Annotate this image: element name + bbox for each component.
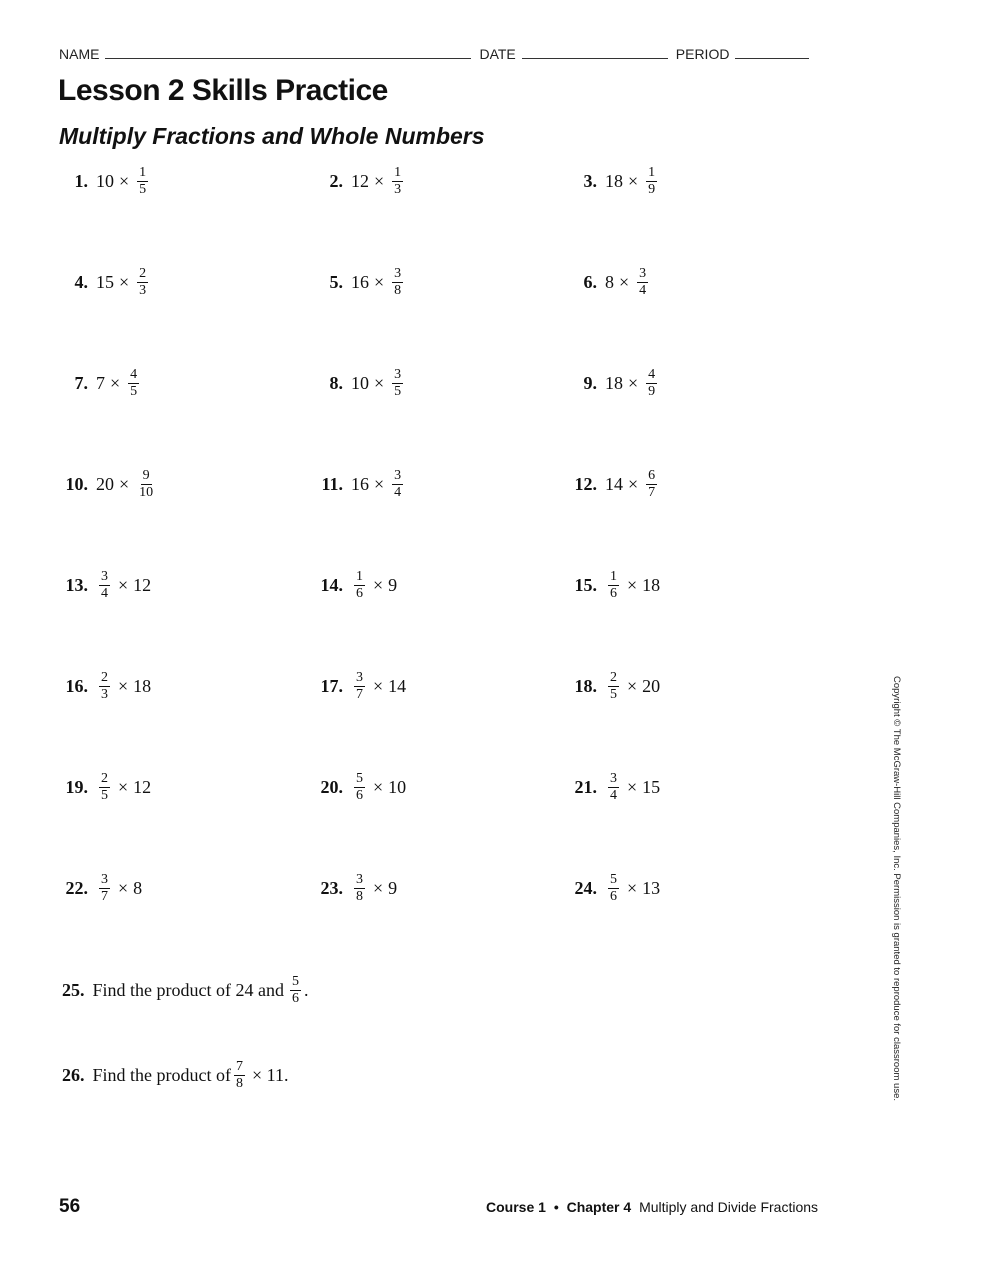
whole-number: 8	[605, 272, 614, 292]
times-symbol: ×	[627, 676, 638, 696]
page-number: 56	[59, 1196, 81, 1217]
denominator: 5	[394, 384, 402, 399]
problem-number: 17.	[320, 676, 343, 696]
fraction	[392, 469, 403, 500]
times-symbol: ×	[628, 373, 639, 393]
whole-number: 9	[388, 575, 398, 595]
denominator: 6	[356, 586, 363, 601]
denominator: 9	[648, 182, 656, 197]
footer-course-info	[486, 1199, 818, 1215]
denominator: 3	[394, 182, 402, 197]
problem-number: 16.	[65, 676, 88, 696]
numerator: 2	[101, 670, 108, 685]
name-field[interactable]	[105, 46, 471, 59]
footer-bullet: •	[553, 1199, 559, 1215]
numerator: 9	[142, 468, 150, 483]
problem-24	[571, 873, 660, 904]
date-label: DATE	[479, 46, 516, 62]
problem-number: 20.	[320, 777, 343, 797]
problem-number: 9.	[583, 373, 597, 393]
fraction	[392, 368, 403, 399]
numerator: 5	[291, 974, 299, 989]
fraction	[290, 975, 301, 1006]
denominator: 6	[610, 889, 617, 904]
times-symbol: ×	[119, 474, 130, 494]
times-symbol: ×	[374, 373, 385, 393]
numerator: 1	[356, 569, 363, 584]
problem-number: 4.	[74, 272, 88, 292]
problem-number: 5.	[329, 272, 343, 292]
numerator: 3	[610, 771, 617, 786]
numerator: 2	[101, 771, 108, 786]
problem-15	[571, 570, 660, 601]
fraction	[646, 166, 657, 197]
fraction	[99, 671, 110, 702]
problem-number: 2.	[329, 171, 343, 191]
problem-6	[571, 267, 651, 298]
whole-number: 18	[605, 373, 623, 393]
times-symbol: ×	[118, 676, 129, 696]
times-symbol: ×	[627, 878, 638, 898]
fraction	[137, 166, 148, 197]
problem-11	[317, 469, 406, 500]
times-symbol: ×	[118, 575, 129, 595]
period-label: PERIOD	[675, 46, 730, 62]
problem-2	[317, 166, 406, 197]
problem-number: 12.	[574, 474, 597, 494]
denominator: 4	[610, 788, 617, 803]
problem-number: 24.	[574, 878, 597, 898]
problem-20	[317, 772, 406, 803]
whole-number: 14	[605, 474, 623, 494]
fraction	[354, 570, 365, 601]
problem-number: 18.	[574, 676, 597, 696]
problem-number: 21.	[574, 777, 597, 797]
numerator: 3	[394, 367, 402, 382]
denominator: 5	[130, 384, 138, 399]
numerator: 3	[356, 872, 363, 887]
times-symbol: ×	[374, 171, 385, 191]
numerator: 2	[610, 670, 617, 685]
denominator: 6	[356, 788, 363, 803]
numerator: 1	[610, 569, 617, 584]
problem-number: 11.	[321, 474, 343, 494]
lesson-subtitle: Multiply Fractions and Whole Numbers	[59, 123, 485, 149]
denominator: 6	[291, 991, 299, 1006]
whole-number: 20	[642, 676, 661, 696]
denominator: 5	[610, 687, 617, 702]
times-symbol: ×	[374, 474, 385, 494]
problem-number: 6.	[583, 272, 597, 292]
problem-number: 13.	[65, 575, 88, 595]
whole-number: 18	[605, 171, 623, 191]
denominator: 4	[101, 586, 108, 601]
whole-number: 12	[133, 777, 152, 797]
problem-23	[317, 873, 397, 904]
problem-number: 26.	[62, 1065, 85, 1085]
denominator: 4	[394, 485, 402, 500]
whole-number: 8	[133, 878, 143, 898]
fraction	[234, 1060, 245, 1091]
whole-number: 10	[388, 777, 407, 797]
whole-number: 14	[388, 676, 407, 696]
problem-9	[571, 368, 660, 399]
whole-number: 12	[133, 575, 152, 595]
times-symbol: ×	[118, 878, 129, 898]
problem-end: .	[303, 980, 309, 1000]
denominator: 7	[356, 687, 363, 702]
numerator: 5	[356, 771, 363, 786]
problem-number: 8.	[329, 373, 343, 393]
denominator: 8	[356, 889, 363, 904]
whole-number: 15	[642, 777, 661, 797]
times-symbol: ×	[627, 575, 638, 595]
footer-course: Course 1	[486, 1199, 546, 1215]
numerator: 2	[139, 266, 147, 281]
times-symbol: ×	[119, 171, 130, 191]
denominator: 3	[101, 687, 108, 702]
problem-4	[62, 267, 151, 298]
lesson-title: Lesson 2 Skills Practice	[58, 74, 388, 107]
denominator: 4	[639, 283, 647, 298]
problem-number: 15.	[574, 575, 597, 595]
numerator: 7	[235, 1059, 243, 1074]
copyright-notice: Copyright © The McGraw-Hill Companies, Inc. Permission is granted to reproduce for classroom use.	[891, 676, 902, 1101]
times-symbol: ×	[628, 171, 639, 191]
denominator: 6	[610, 586, 617, 601]
denominator: 5	[101, 788, 108, 803]
fraction	[354, 772, 365, 803]
whole-number: 18	[133, 676, 152, 696]
name-label: NAME	[59, 46, 100, 62]
whole-number: 18	[642, 575, 661, 595]
whole-number: 20	[96, 474, 114, 494]
problem-number: 25.	[62, 980, 85, 1000]
fraction	[646, 469, 657, 500]
problem-10	[62, 469, 158, 500]
fraction	[354, 671, 365, 702]
problem-18	[571, 671, 660, 702]
problem-12	[571, 469, 660, 500]
fraction	[392, 166, 403, 197]
denominator: 9	[648, 384, 656, 399]
denominator: 7	[648, 485, 656, 500]
problem-8	[317, 368, 406, 399]
fraction	[646, 368, 657, 399]
times-symbol: ×	[373, 878, 384, 898]
times-symbol: ×	[627, 777, 638, 797]
footer-chapter: Chapter 4	[566, 1199, 632, 1215]
problem-text: Find the product of	[92, 1065, 231, 1085]
problem-25	[62, 975, 308, 1006]
problem-21	[571, 772, 660, 803]
numerator: 3	[356, 670, 363, 685]
footer-chapter-title: Multiply and Divide Fractions	[639, 1199, 819, 1215]
numerator: 4	[648, 367, 656, 382]
problem-end: × 11.	[251, 1065, 289, 1085]
whole-number: 7	[96, 373, 105, 393]
whole-number: 10	[96, 171, 114, 191]
times-symbol: ×	[373, 777, 384, 797]
times-symbol: ×	[628, 474, 639, 494]
problem-number: 10.	[65, 474, 88, 494]
problem-5	[317, 267, 406, 298]
numerator: 4	[130, 367, 138, 382]
numerator: 3	[639, 266, 647, 281]
problem-number: 23.	[320, 878, 343, 898]
fraction	[354, 873, 365, 904]
problem-text: Find the product of 24 and	[92, 980, 284, 1000]
problem-19	[62, 772, 151, 803]
fraction	[608, 671, 619, 702]
denominator: 8	[394, 283, 402, 298]
denominator: 8	[235, 1076, 243, 1091]
whole-number: 9	[388, 878, 398, 898]
denominator: 7	[101, 889, 108, 904]
problem-22	[62, 873, 142, 904]
numerator: 5	[610, 872, 617, 887]
times-symbol: ×	[118, 777, 129, 797]
whole-number: 16	[351, 474, 369, 494]
whole-number: 10	[351, 373, 369, 393]
fraction	[637, 267, 648, 298]
times-symbol: ×	[373, 676, 384, 696]
fraction	[608, 570, 619, 601]
whole-number: 13	[642, 878, 661, 898]
problem-number: 19.	[65, 777, 88, 797]
problem-7	[62, 368, 142, 399]
fraction	[99, 570, 110, 601]
fraction	[99, 873, 110, 904]
denominator: 5	[139, 182, 147, 197]
period-field[interactable]	[735, 46, 809, 59]
numerator: 3	[101, 569, 108, 584]
numerator: 3	[394, 468, 402, 483]
problem-number: 14.	[320, 575, 343, 595]
problem-16	[62, 671, 151, 702]
times-symbol: ×	[374, 272, 385, 292]
problem-number: 3.	[583, 171, 597, 191]
problem-3	[571, 166, 660, 197]
problem-26	[62, 1060, 288, 1091]
problem-number: 22.	[65, 878, 88, 898]
fraction	[128, 368, 139, 399]
denominator: 10	[139, 485, 154, 500]
fraction	[392, 267, 403, 298]
problem-17	[317, 671, 406, 702]
problem-14	[317, 570, 397, 601]
times-symbol: ×	[119, 272, 130, 292]
student-info-header	[59, 42, 839, 62]
whole-number: 16	[351, 272, 369, 292]
problem-1	[62, 166, 151, 197]
fraction	[608, 772, 619, 803]
times-symbol: ×	[110, 373, 121, 393]
fraction	[99, 772, 110, 803]
numerator: 1	[139, 165, 147, 180]
whole-number: 15	[96, 272, 114, 292]
fraction	[137, 267, 148, 298]
times-symbol: ×	[619, 272, 630, 292]
numerator: 3	[101, 872, 108, 887]
fraction	[137, 469, 155, 500]
denominator: 3	[139, 283, 147, 298]
whole-number: 12	[351, 171, 369, 191]
problem-13	[62, 570, 151, 601]
numerator: 1	[394, 165, 402, 180]
numerator: 3	[394, 266, 402, 281]
problem-number: 1.	[74, 171, 88, 191]
fraction	[608, 873, 619, 904]
date-field[interactable]	[522, 46, 668, 59]
times-symbol: ×	[373, 575, 384, 595]
numerator: 6	[648, 468, 656, 483]
numerator: 1	[648, 165, 656, 180]
problem-number: 7.	[74, 373, 88, 393]
